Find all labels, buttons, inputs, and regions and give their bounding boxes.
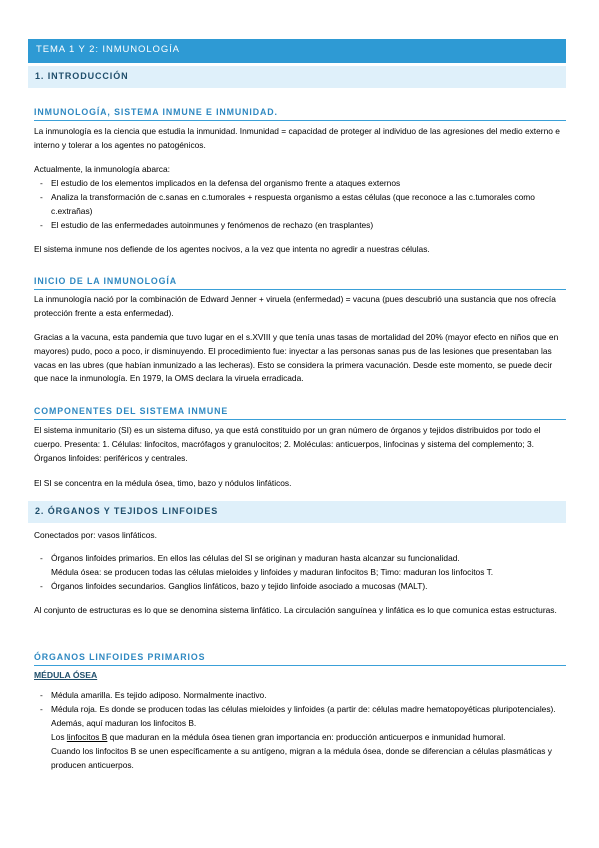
list-item — [40, 191, 560, 219]
list-item — [40, 689, 560, 703]
list-item — [40, 703, 560, 731]
subheading-text: INMUNOLOGÍA, SISTEMA INMUNE E INMUNIDAD. — [34, 107, 278, 117]
list-item — [40, 552, 560, 566]
bullet-dash: - — [40, 192, 43, 202]
bullet-dash: - — [40, 178, 43, 188]
section-banner-organos — [28, 501, 566, 523]
paragraph: El sistema inmunitario (SI) es un sistema difuso, ya que está constituido por un gran número de órganos y tejidos distribuidos por todo el cuerpo. Presenta: 1. Células: linfocitos, macrófagos y granulocitos; 2. Moléculas: anticuerpos, linfocinas y sistema del complemento; 3. Órganos linfoides: periféricos y centrales. — [34, 425, 541, 463]
list-item-text — [40, 731, 560, 745]
section-heading: 1. INTRODUCCIÓN — [35, 71, 129, 81]
paragraph: Conectados por: vasos linfáticos. — [34, 530, 157, 540]
paragraph: Al conjunto de estructuras es lo que se denomina sistema linfático. La circulación sanguínea y linfática es lo que comunica estas estructuras. — [34, 605, 557, 615]
list-item — [40, 219, 560, 233]
bullet-dash: - — [40, 704, 43, 714]
paragraph: Gracias a la vacuna, esta pandemia que tuvo lugar en el s.XVIII y que tenía unas tasas de mortalidad del 20% (mayor efecto en niños que en mayores) pudo, poco a poco, ir disminuyendo. El procedimiento fue: inyectar a las personas sanas pus de las lesiones que presentaban las vacas en las ubres (que habían inmunizado a las lecheras). Esto se considera la primera vacunación. Desde este momento, se puede decir que nace la inmunología. En 1979, la OMS declara la viruela erradicada. — [34, 332, 559, 384]
paragraph: La inmunología nació por la combinación de Edward Jenner + viruela (enfermedad) = vacuna (pues descubrió una sustancia que nos ofrecía protección frente a esta enfermedad). — [34, 294, 556, 318]
subheading-organos-primarios — [34, 652, 566, 666]
list-item-text: Analiza la transformación de c.sanas en c.tumorales + respuesta organismo a estas células (que reconoce a las c.tumorales como c.extrañas) — [51, 192, 535, 216]
paragraph: Actualmente, la inmunología abarca: — [34, 164, 170, 174]
section-heading: 2. ÓRGANOS Y TEJIDOS LINFOIDES — [35, 506, 219, 516]
list-item-text: Órganos linfoides secundarios. Ganglios linfáticos, bazo y tejido linfoide asociado a mucosas (MALT). — [51, 581, 428, 591]
paragraph: El sistema inmune nos defiende de los agentes nocivos, a la vez que intenta no agredir a nuestras células. — [34, 244, 430, 254]
list-item-text: Médula roja. Es donde se producen todas las células mieloides y linfoides (a partir de: células madre hematopoyéticas pluripotenciales). Además, aquí maduran los linfocitos B. — [51, 704, 556, 728]
subheading-text: INICIO DE LA INMUNOLOGÍA — [34, 276, 177, 286]
list-item-continuation — [40, 731, 560, 745]
subheading-inmunologia — [34, 107, 566, 121]
medula-osea-heading: MÉDULA ÓSEA — [34, 670, 98, 680]
document-title: TEMA 1 Y 2: INMUNOLOGÍA — [36, 44, 180, 55]
underlined-term: linfocitos B — [66, 732, 108, 742]
subheading-inicio — [34, 276, 566, 290]
bullet-dash: - — [40, 581, 43, 591]
list-item — [40, 177, 560, 191]
bullet-dash: - — [40, 553, 43, 563]
list-item-text: Cuando los linfocitos B se unen específicamente a su antígeno, migran a la médula ósea, donde se diferencian a células plasmáticas y producen anticuerpos. — [51, 746, 552, 770]
subheading-text: COMPONENTES DEL SISTEMA INMUNE — [34, 406, 229, 416]
paragraph: El SI se concentra en la médula ósea, timo, bazo y nódulos linfáticos. — [34, 478, 292, 488]
bullet-dash: - — [40, 690, 43, 700]
section-banner-introduccion — [28, 66, 566, 88]
list-item-text: El estudio de las enfermedades autoinmunes y fenómenos de rechazo (en trasplantes) — [51, 220, 374, 230]
list-item-text: El estudio de los elementos implicados en la defensa del organismo frente a ataques externos — [51, 178, 401, 188]
text-fragment: que maduran en la médula ósea tienen gran importancia en: producción anticuerpos e inmunidad humoral. — [107, 732, 506, 742]
list-item-continuation — [40, 745, 560, 773]
list-item-continuation — [40, 566, 560, 580]
list-item — [40, 580, 560, 594]
list-item-text: Médula ósea: se producen todas las células mieloides y linfoides y maduran linfocitos B; Timo: maduran los linfocitos T. — [51, 567, 494, 577]
list-item-text: Médula amarilla. Es tejido adiposo. Normalmente inactivo. — [51, 690, 267, 700]
paragraph: La inmunología es la ciencia que estudia la inmunidad. Inmunidad = capacidad de proteger al individuo de las agresiones del medio externo e interno y tolerar a los agentes no patogénicos. — [34, 126, 560, 150]
subheading-componentes — [34, 406, 566, 420]
text-fragment: Los — [51, 732, 67, 742]
title-banner — [28, 39, 566, 63]
list-item-text: Órganos linfoides primarios. En ellos las células del SI se originan y maduran hasta alcanzar su funcionalidad. — [51, 553, 460, 563]
subheading-text: ÓRGANOS LINFOIDES PRIMARIOS — [34, 652, 206, 662]
bullet-dash: - — [40, 220, 43, 230]
